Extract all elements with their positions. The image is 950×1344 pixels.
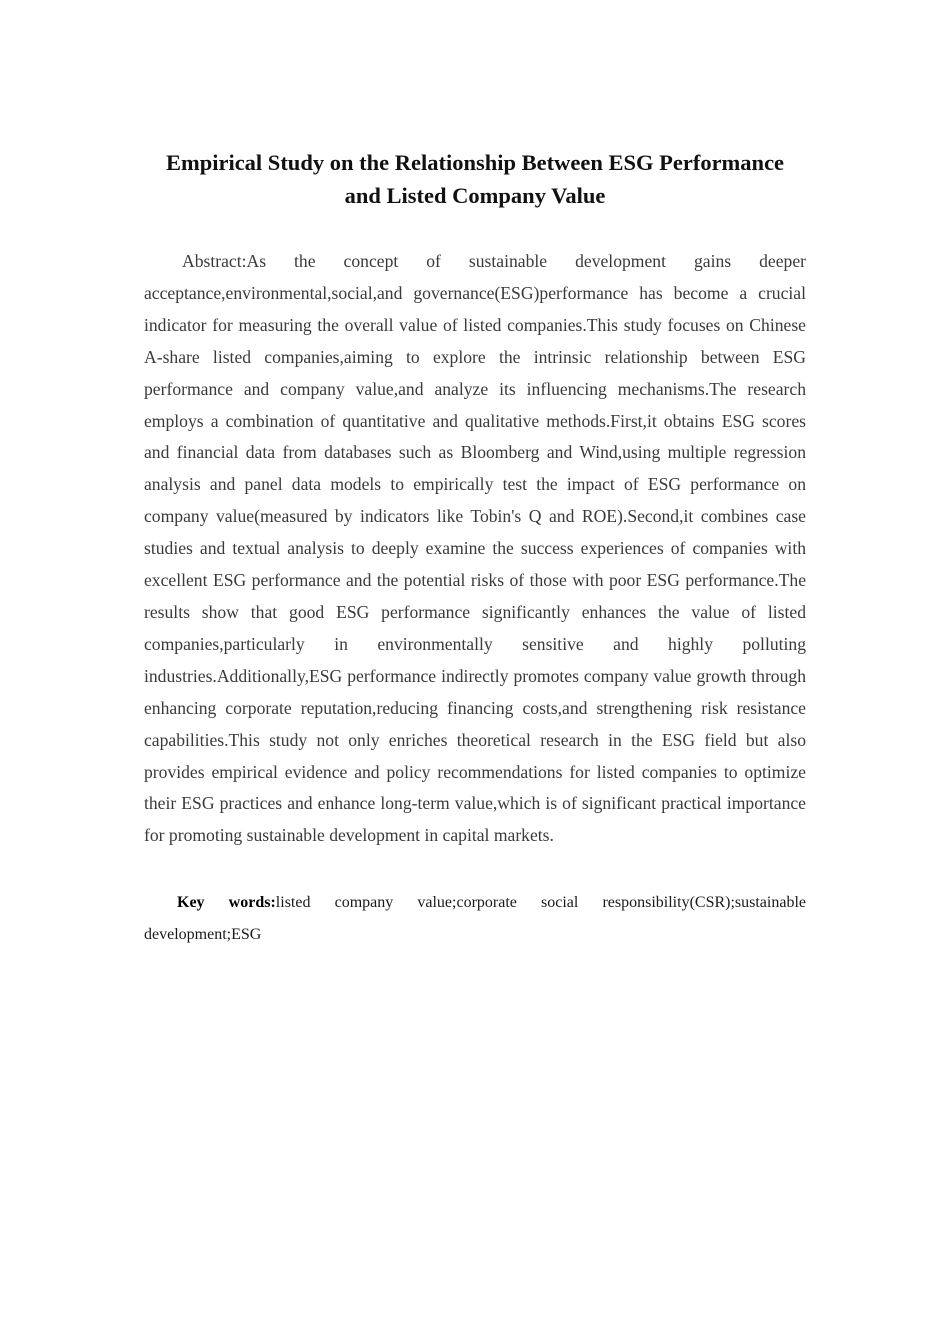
title-line-1: Empirical Study on the Relationship Between ESG Performance <box>165 150 785 175</box>
paper-page <box>144 146 806 951</box>
keywords-paragraph <box>144 887 806 951</box>
keywords-label: Key words: <box>177 894 276 912</box>
title-line-2: and Listed Company Value <box>344 183 606 208</box>
paper-title <box>144 146 806 212</box>
abstract-paragraph: Abstract:As the concept of sustainable development gains deeper acceptance,environmental,social,and governance(ESG)performance has become a crucial indicator for measuring the overall value of listed companies.This study focuses on Chinese A-share listed companies,aiming to explore the intrinsic relationship between ESG performance and company value,and analyze its influencing mechanisms.The research employs a combination of quantitative and qualitative methods.First,it obtains ESG scores and financial data from databases such as Bloomberg and Wind,using multiple regression analysis and panel data models to empirically test the impact of ESG performance on company value(measured by indicators like Tobin's Q and ROE).Second,it combines case studies and textual analysis to deeply examine the success experiences of companies with excellent ESG performance and the potential risks of those with poor ESG performance.The results show that good ESG performance significantly enhances the value of listed companies,particularly in environmentally sensitive and highly polluting industries.Additionally,ESG performance indirectly promotes company value growth through enhancing corporate reputation,reducing financing costs,and strengthening risk resistance capabilities.This study not only enriches theoretical research in the ESG field but also provides empirical evidence and policy recommendations for listed companies to optimize their ESG practices and enhance long-term value,which is of significant practical importance for promoting sustainable development in capital markets. <box>144 251 806 846</box>
keywords-text: listed company value;corporate social responsibility(CSR);sustainable development;ESG <box>144 894 807 944</box>
